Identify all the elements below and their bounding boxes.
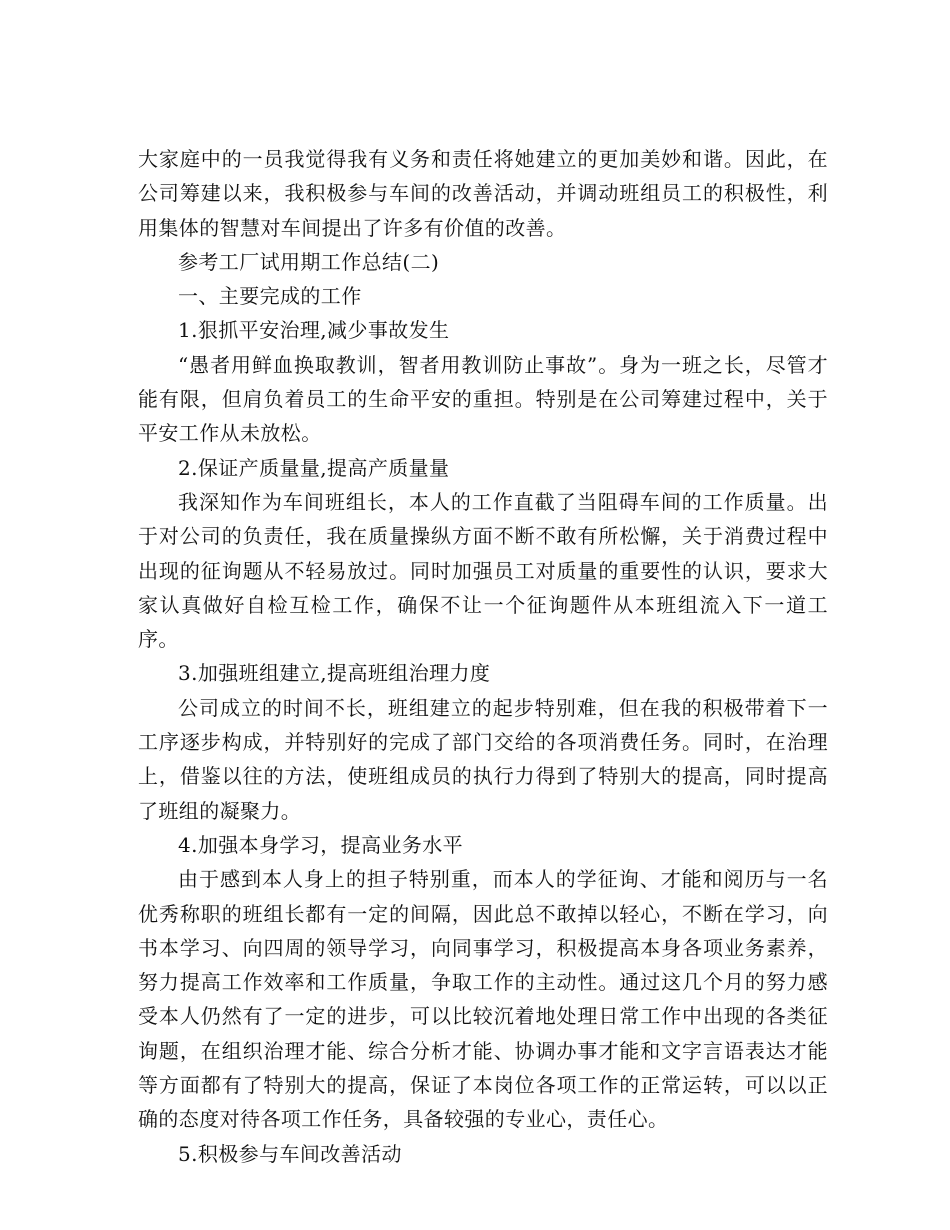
- section-heading: 一、主要完成的工作: [178, 284, 362, 309]
- body-paragraph: “愚者用鲜血换取教训，智者用教训防止事故”。身为一班之长，尽管才能有限，但肩负着员工的生命平安的重担。特别是在公司筹建过程中，关于平安工作从未放松。: [138, 352, 828, 446]
- body-paragraph: 我深知作为车间班组长，本人的工作直截了当阻碍车间的工作质量。出于对公司的负责任，我在质量操纵方面不断不敢有所松懈，关于消费过程中出现的征询题从不轻易放过。同时加强员工对质量的重要性的认识，要求大家认真做好自检互检工作，确保不让一个征询题件从本班组流入下一道工序。: [138, 489, 828, 652]
- subsection-heading: 1.狠抓平安治理,减少事故发生: [178, 318, 450, 343]
- subsection-heading: 4.加强本身学习，提高业务水平: [178, 832, 464, 857]
- document-page: [138, 142, 828, 1171]
- subsection-heading: 2.保证产质量量,提高产质量量: [178, 455, 450, 480]
- body-paragraph: 公司成立的时间不长，班组建立的起步特别难，但在我的积极带着下一工序逐步构成，并特别好的完成了部门交给的各项消费任务。同时，在治理上，借鉴以往的方法，使班组成员的执行力得到了特别大的提高，同时提高了班组的凝聚力。: [138, 695, 828, 823]
- body-paragraph: 由于感到本人身上的担子特别重，而本人的学征询、才能和阅历与一名优秀称职的班组长都有一定的间隔，因此总不敢掉以轻心，不断在学习，向书本学习、向四周的领导学习，向同事学习，积极提高本身各项业务素养，努力提高工作效率和工作质量，争取工作的主动性。通过这几个月的努力感受本人仍然有了一定的进步，可以比较沉着地处理日常工作中出现的各类征询题，在组织治理才能、综合分析才能、协调办事才能和文字言语表达才能等方面都有了特别大的提高，保证了本岗位各项工作的正常运转，可以以正确的态度对待各项工作任务，具备较强的专业心，责任心。: [138, 867, 828, 1132]
- document-title: 参考工厂试用期工作总结(二): [178, 249, 440, 274]
- subsection-heading: 5.积极参与车间改善活动: [178, 1141, 402, 1166]
- body-paragraph: 大家庭中的一员我觉得我有义务和责任将她建立的更加美妙和谐。因此，在公司筹建以来，我积极参与车间的改善活动，并调动班组员工的积极性，利用集体的智慧对车间提出了许多有价值的改善。: [138, 147, 828, 240]
- subsection-heading: 3.加强班组建立,提高班组治理力度: [178, 661, 491, 686]
